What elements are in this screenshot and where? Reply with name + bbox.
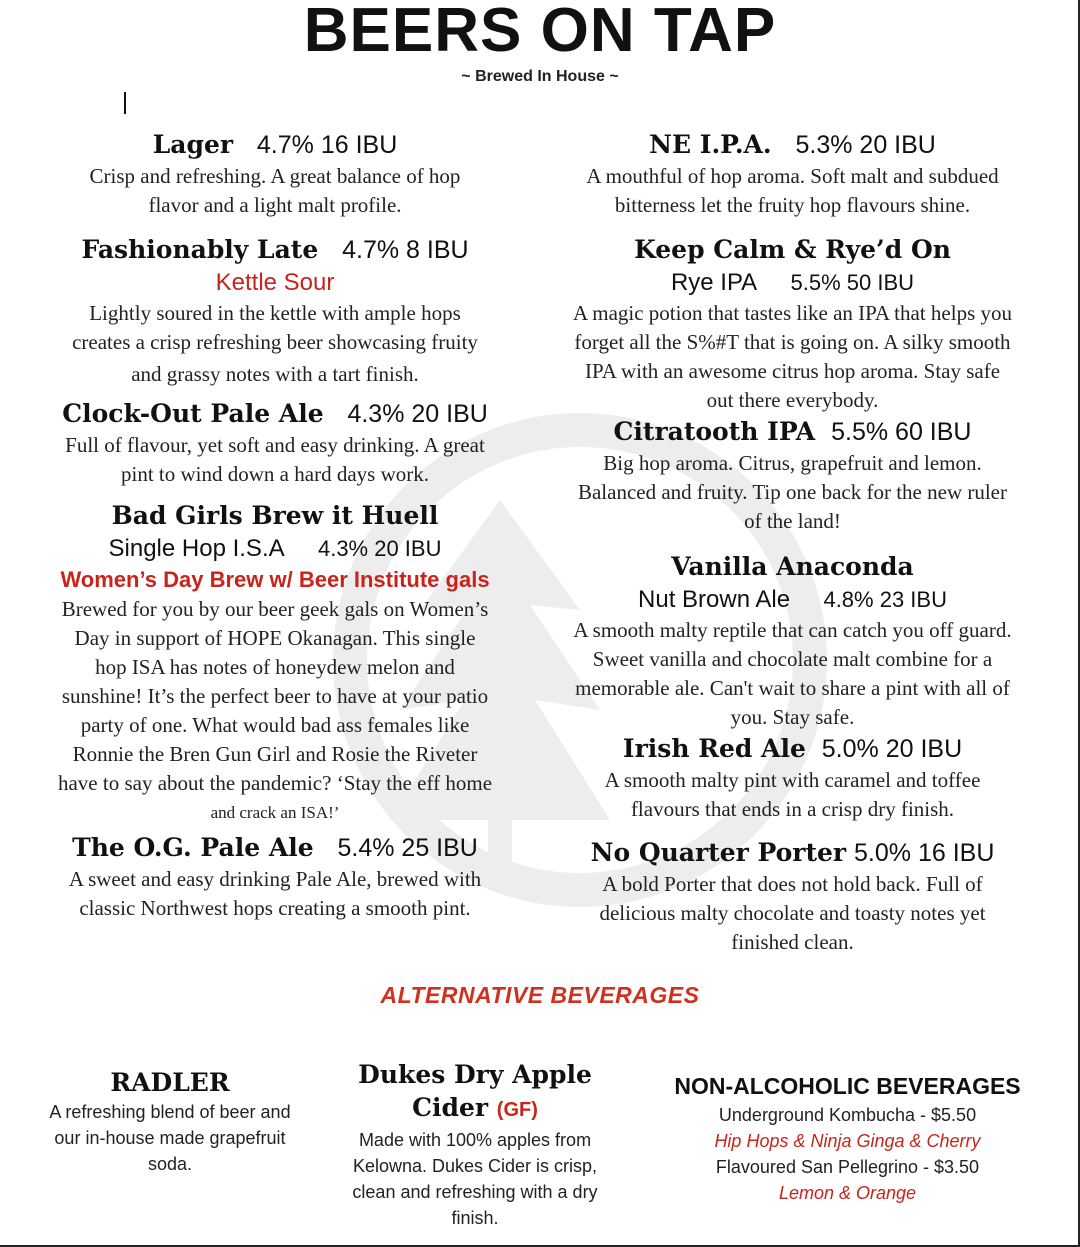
desc-line: A sweet and easy drinking Pale Ale, brewed with: [68, 867, 482, 891]
beer-name: Keep Calm & Rye’d On: [634, 235, 951, 264]
desc-line: bitterness let the fruity hop flavours shine.: [614, 193, 971, 217]
desc-line: have to say about the pandemic? ‘Stay the eff home: [57, 771, 493, 795]
desc-line: Lightly soured in the kettle with ample hops: [89, 301, 461, 325]
cider-name: Dukes Dry Apple: [358, 1060, 592, 1089]
non-alcoholic-title: NON-ALCOHOLIC BEVERAGES: [674, 1073, 1021, 1099]
desc-line: A smooth malty reptile that can catch you off guard.: [573, 618, 1012, 642]
desc-line: of the land!: [744, 509, 841, 533]
beer-og-pale-ale: [30, 831, 520, 923]
beer-description: [540, 449, 1045, 536]
beer-heading: [30, 499, 520, 533]
beer-heading: [30, 397, 520, 431]
cider-name-line2: [330, 1091, 620, 1127]
beer-name: Bad Girls Brew it Huell: [111, 501, 439, 530]
beer-name: Lager: [152, 130, 234, 159]
beer-stats: 5.5% 60 IBU: [831, 418, 972, 446]
beer-ne-ipa: [540, 128, 1045, 220]
desc-line: classic Northwest hops creating a smooth pint.: [79, 896, 471, 920]
desc-line: Ronnie the Bren Gun Girl and Rosie the Riveter: [72, 742, 478, 766]
beer-style: Rye IPA: [670, 269, 758, 296]
desc-line: A bold Porter that does not hold back. Full of: [602, 872, 983, 896]
beer-style: Kettle Sour: [215, 269, 335, 296]
desc-line: Balanced and fruity. Tip one back for the new ruler: [577, 480, 1007, 504]
desc-line: and crack an ISA!’: [210, 803, 340, 822]
desc-line: Full of flavour, yet soft and easy drinking. A great: [65, 433, 485, 457]
beer-stats: 5.0% 20 IBU: [821, 735, 963, 763]
alternative-beverages-title: ALTERNATIVE BEVERAGES: [380, 982, 700, 1008]
beer-stats: 4.8% 23 IBU: [823, 587, 947, 612]
desc-line: A refreshing blend of beer and: [49, 1102, 291, 1122]
beer-name: No Quarter Porter: [590, 838, 847, 867]
desc-line: delicious malty chocolate and toasty notes yet: [599, 901, 986, 925]
beer-description: [30, 162, 520, 220]
beer-heading: [540, 415, 1045, 449]
pellegrino-item: Flavoured San Pellegrino - $3.50: [715, 1157, 980, 1177]
desc-line: hop ISA has notes of honeydew melon and: [95, 655, 455, 679]
desc-line: A smooth malty pint with caramel and toffee: [604, 768, 981, 792]
beer-name: Citratooth IPA: [613, 417, 816, 446]
desc-line: party of one. What would bad ass females like: [80, 713, 470, 737]
radler-section: [30, 1066, 310, 1177]
beer-stats: 4.7% 8 IBU: [342, 236, 469, 264]
beer-description: [540, 162, 1045, 220]
desc-line: and grassy notes with a tart finish.: [131, 362, 419, 386]
radler-name: RADLER: [110, 1068, 230, 1097]
beer-stats: 5.4% 25 IBU: [337, 834, 478, 862]
beer-heading: [30, 233, 520, 267]
desc-line: finished clean.: [731, 930, 854, 954]
beer-stats: 4.3% 20 IBU: [317, 536, 442, 561]
text-cursor: [124, 92, 126, 114]
page-subtitle: ~ Brewed In House ~: [461, 68, 619, 85]
desc-line: Big hop aroma. Citrus, grapefruit and lemon.: [603, 451, 982, 475]
beer-heading: [540, 836, 1045, 870]
beer-style: Nut Brown Ale: [638, 586, 791, 613]
desc-line: flavor and a light malt profile.: [148, 193, 402, 217]
beer-clock-out-pale-ale: [30, 397, 520, 489]
beer-note: Women’s Day Brew w/ Beer Institute gals: [60, 567, 490, 592]
beer-heading: [30, 831, 520, 865]
beer-description: [30, 299, 520, 389]
beer-stats: 5.3% 20 IBU: [795, 131, 936, 159]
gluten-free-tag: (GF): [496, 1099, 538, 1121]
pellegrino-flavours: Lemon & Orange: [778, 1183, 917, 1203]
desc-line: Day in support of HOPE Okanagan. This single: [74, 626, 476, 650]
beer-irish-red-ale: [540, 732, 1045, 824]
kombucha-flavours: Hip Hops & Ninja Ginga & Cherry: [714, 1131, 981, 1151]
beer-description: [540, 616, 1045, 732]
beer-name: Fashionably Late: [81, 235, 319, 264]
desc-line: flavours that ends in a crisp dry finish.: [630, 797, 955, 821]
desc-line: Crisp and refreshing. A great balance of hop: [89, 164, 461, 188]
beer-description: [540, 870, 1045, 957]
desc-line: memorable ale. Can't wait to share a pint with all of: [575, 676, 1010, 700]
beer-description: [540, 766, 1045, 824]
non-alcoholic-section: [655, 1070, 1040, 1206]
beer-vanilla-anaconda: [540, 550, 1045, 732]
beer-name: Vanilla Anaconda: [671, 552, 914, 581]
desc-line: our in-house made grapefruit: [54, 1128, 286, 1148]
desc-line: sunshine! It’s the perfect beer to have at your patio: [61, 684, 489, 708]
desc-line: forget all the S%#T that is going on. A silky smooth: [574, 330, 1011, 354]
beer-heading: [540, 233, 1045, 267]
desc-line: Made with 100% apples from: [358, 1130, 592, 1150]
desc-line: out there everybody.: [706, 388, 879, 412]
desc-line: finish.: [451, 1208, 499, 1228]
beer-no-quarter-porter: [540, 836, 1045, 957]
cider-description: [330, 1127, 620, 1231]
desc-line: soda.: [147, 1154, 193, 1174]
beer-citratooth-ipa: [540, 415, 1045, 536]
beer-style-line: [540, 267, 1045, 299]
beer-heading: [540, 732, 1045, 766]
cider-name-part: Cider: [412, 1093, 489, 1122]
beer-style-line: [540, 584, 1045, 616]
desc-line: clean and refreshing with a dry: [352, 1182, 598, 1202]
beer-description: [30, 431, 520, 489]
desc-line: IPA with an awesome citrus hop aroma. Stay safe: [584, 359, 1001, 383]
desc-line: creates a crisp refreshing beer showcasing fruity: [72, 330, 478, 354]
desc-line: Brewed for you by our beer geek gals on Women’s: [61, 597, 489, 621]
beer-heading: [540, 550, 1045, 584]
beer-name: NE I.P.A.: [649, 130, 772, 159]
right-beer-column: [540, 128, 1045, 957]
beer-style: Single Hop I.S.A: [108, 535, 285, 562]
beer-heading: [30, 128, 520, 162]
desc-line: A mouthful of hop aroma. Soft malt and subdued: [586, 164, 999, 188]
beer-bad-girls-brew: [30, 499, 520, 827]
beer-name: The O.G. Pale Ale: [72, 833, 314, 862]
kombucha-item: Underground Kombucha - $5.50: [718, 1105, 977, 1125]
page-title: BEERS ON TAP: [303, 0, 777, 65]
beer-stats: 5.5% 50 IBU: [790, 270, 915, 295]
beer-fashionably-late: [30, 233, 520, 389]
beer-description: [30, 595, 520, 827]
desc-line: Kelowna. Dukes Cider is crisp,: [352, 1156, 598, 1176]
beer-keep-calm: [540, 233, 1045, 415]
beer-stats: 5.0% 16 IBU: [854, 839, 995, 867]
radler-description: [30, 1099, 310, 1177]
cider-section: [330, 1058, 620, 1231]
desc-line: pint to wind down a hard days work.: [121, 462, 429, 486]
desc-line: you. Stay safe.: [730, 705, 855, 729]
beer-description: [30, 865, 520, 923]
desc-line: A magic potion that tastes like an IPA that helps you: [572, 301, 1012, 325]
left-beer-column: [30, 128, 520, 923]
beer-name: Irish Red Ale: [622, 734, 806, 763]
beer-lager: [30, 128, 520, 220]
beer-style-line: [30, 533, 520, 565]
beer-name: Clock-Out Pale Ale: [62, 399, 324, 428]
beer-stats: 4.7% 16 IBU: [256, 131, 398, 159]
desc-line: Sweet vanilla and chocolate malt combine for a: [592, 647, 993, 671]
beer-stats: 4.3% 20 IBU: [347, 400, 488, 428]
beer-heading: [540, 128, 1045, 162]
beer-description: [540, 299, 1045, 415]
